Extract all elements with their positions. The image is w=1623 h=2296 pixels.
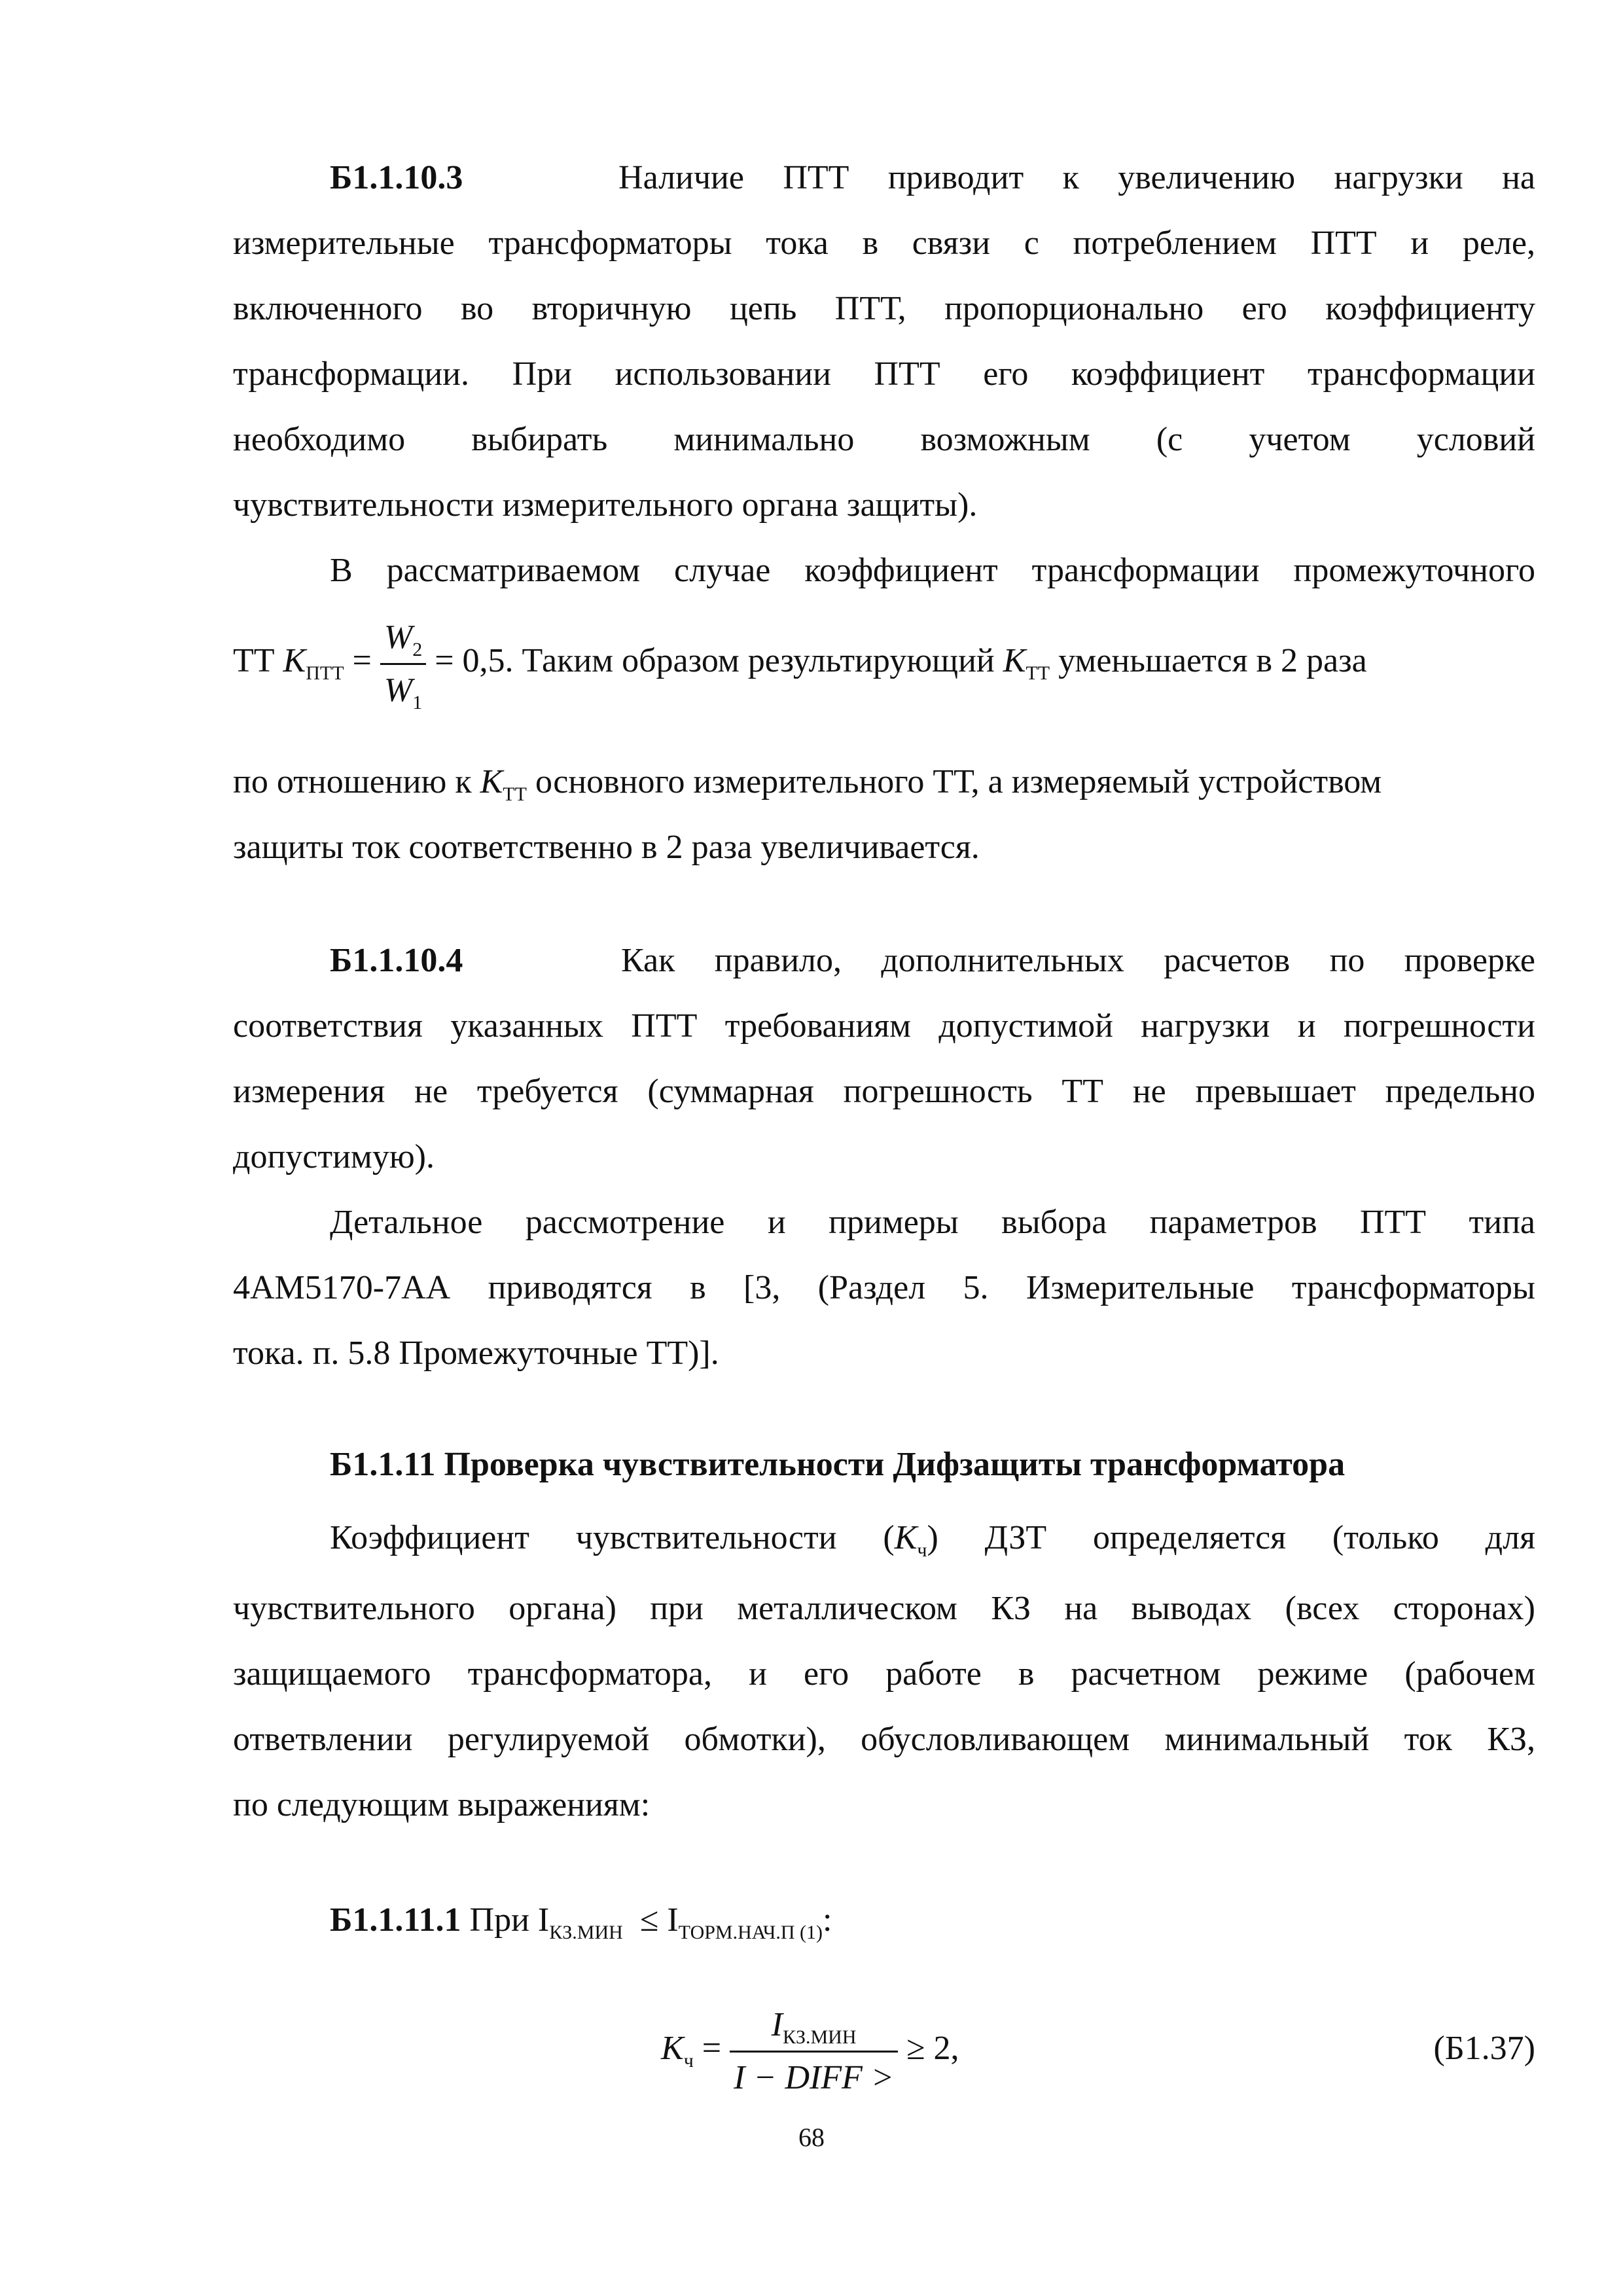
para-2-formula-line: ТТ $K_{ПТТ}$ = $\frac{W_2}{W_1}$ = 0,5. Таким образом результирующий $K_{ТТ}$ уменьшается в 2 раза	[233, 609, 1535, 713]
para-2-line-4: защиты ток соответственно в 2 раза увеличивается.	[233, 829, 980, 866]
section-heading: Б1.1.11 Проверка чувствительности Дифзащиты трансформатора	[330, 1446, 1346, 1483]
section-number: Б1.1.11.1	[330, 1901, 461, 1939]
para-4-line-1: Детальное рассмотрение и примеры выбора параметров ПТТ типа	[330, 1204, 1535, 1241]
para-3-line-3: измерения не требуется (суммарная погрешность ТТ не превышает предельно	[233, 1073, 1535, 1110]
para-1-line-2: измерительные трансформаторы тока в связи с потреблением ПТТ и реле,	[233, 224, 1535, 262]
para-5-line-3: защищаемого трансформатора, и его работе в расчетном режиме (рабочем	[233, 1655, 1535, 1693]
para-2-line-1: В рассматриваемом случае коэффициент трансформации промежуточного	[330, 552, 1535, 589]
para-3-line-4: допустимую).	[233, 1138, 435, 1175]
section-number: Б1.1.10.3	[330, 159, 463, 196]
equation-number: (Б1.37)	[1433, 2030, 1535, 2067]
condition-line: Б1.1.11.1 При $I_{КЗ.МИН} \le I_{ТОРМ.НАЧ.П (1)}$:	[330, 1901, 832, 1943]
para-5-line-1: Коэффициент чувствительности $(K_ч)$ ДЗТ определяется (только для	[330, 1519, 1535, 1561]
para-4-line-2: 4АМ5170-7АА приводятся в [3, (Раздел 5. Измерительные трансформаторы	[233, 1269, 1535, 1306]
para-5-line-4: ответвлении регулируемой обмотки), обусловливающем минимальный ток КЗ,	[233, 1721, 1535, 1758]
para-1-line-3: включенного во вторичную цепь ПТТ, пропорционально его коэффициенту	[233, 290, 1535, 327]
para-2-line-3: по отношению к $K_{ТТ}$ основного измерительного ТТ, а измеряемый устройством	[233, 763, 1382, 805]
para-4-line-3: тока. п. 5.8 Промежуточные ТТ)].	[233, 1335, 719, 1372]
para-5-line-5: по следующим выражениям:	[233, 1786, 651, 1823]
para-5-line-2: чувствительного органа) при металлическом КЗ на выводах (всех сторонах)	[233, 1590, 1535, 1627]
para-1-line-6: чувствительности измерительного органа защиты).	[233, 486, 978, 524]
fraction-w2-w1: $\frac{W_2}{W_1}$	[380, 612, 426, 716]
para-1-line-5: необходимо выбирать минимально возможным (с учетом условий	[233, 421, 1535, 458]
para-1-line-4: трансформации. При использовании ПТТ его коэффициент трансформации	[233, 355, 1535, 393]
para-3-line-1: Б1.1.10.4 Как правило, дополнительных расчетов по проверке	[330, 942, 1536, 979]
formula-b1-37: $K_ч$ = $\frac{I_{КЗ.МИН}}{\text{I − DIFF >}}$ ≥ 2,	[661, 1996, 1119, 2101]
formula-fraction: $\frac{I_{КЗ.МИН}}{\text{I − DIFF >}}$	[730, 2000, 898, 2104]
para-1-line-1: Б1.1.10.3 Наличие ПТТ приводит к увеличению нагрузки на	[330, 159, 1536, 196]
page-number: 68	[798, 2123, 825, 2152]
section-number: Б1.1.10.4	[330, 942, 463, 979]
para-3-line-2: соответствия указанных ПТТ требованиям допустимой нагрузки и погрешности	[233, 1007, 1535, 1045]
